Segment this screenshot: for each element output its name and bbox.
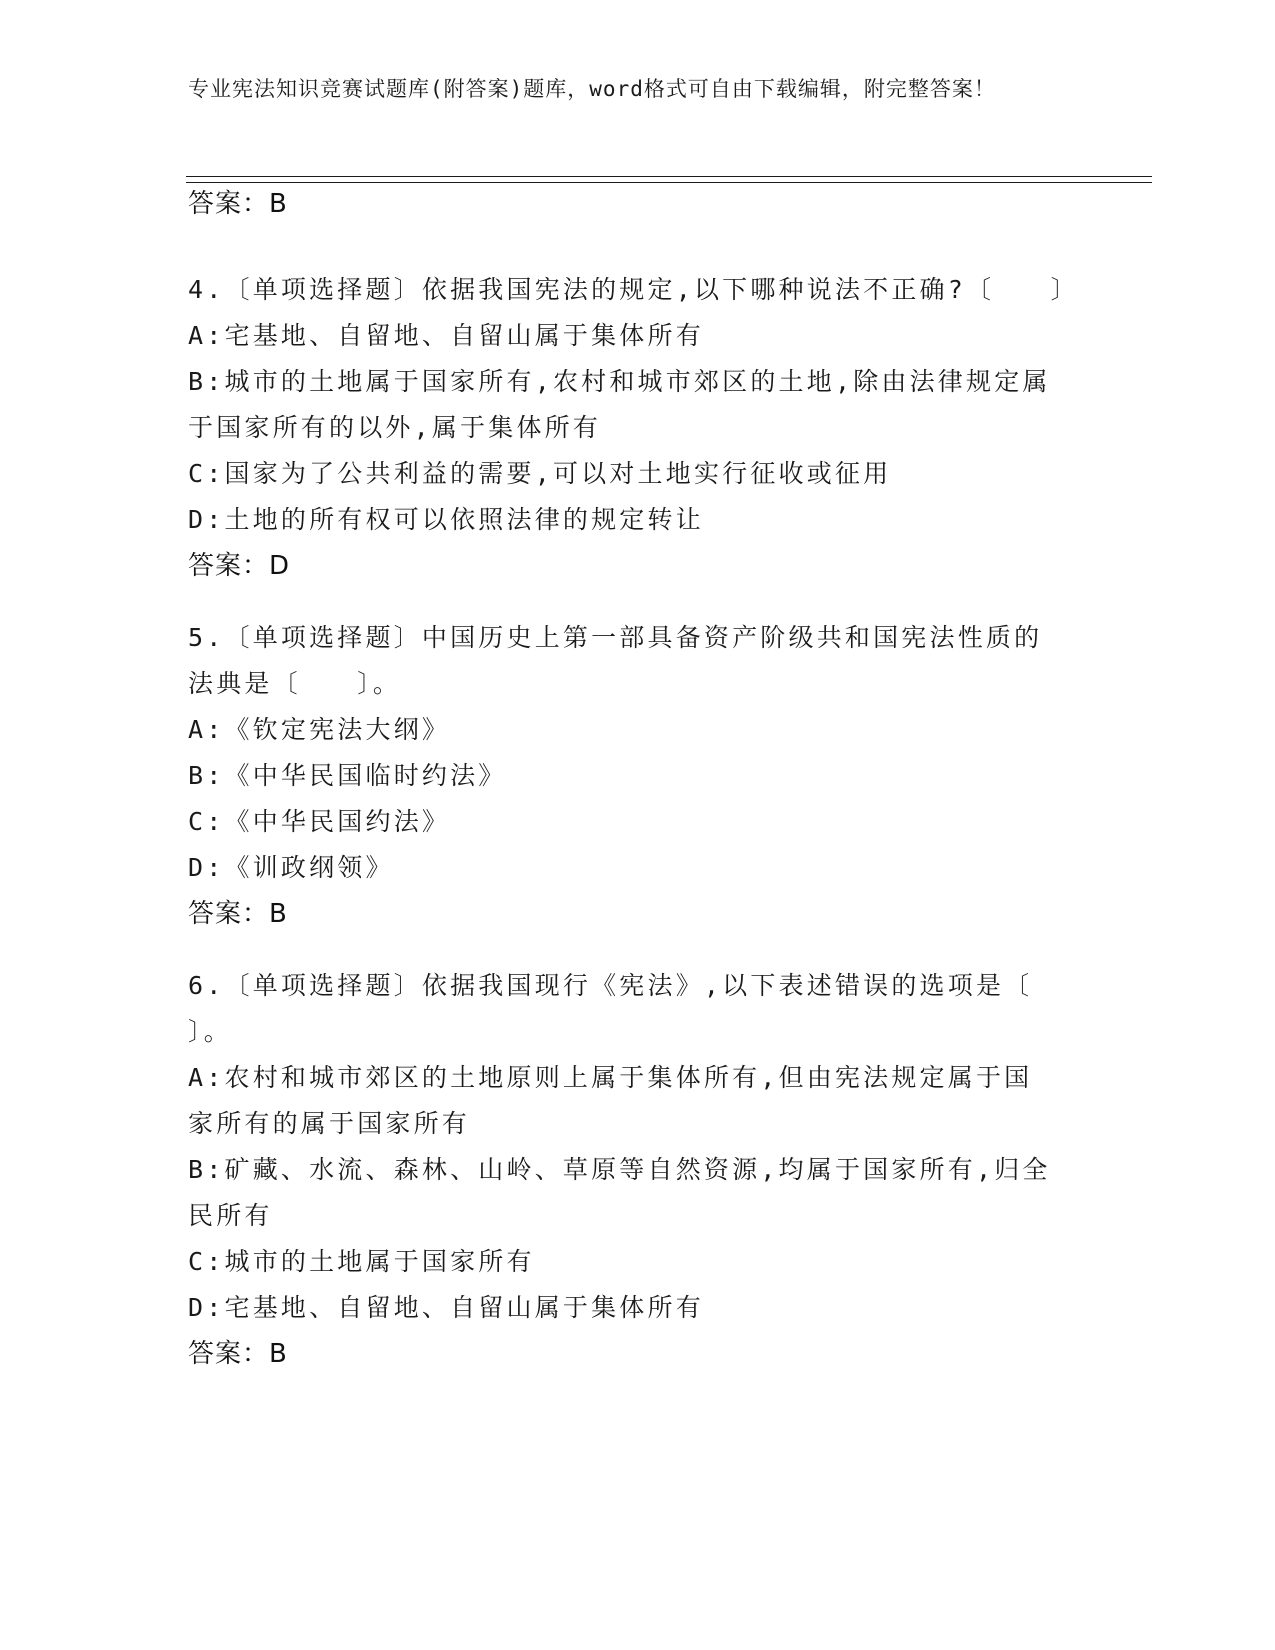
question-4 bbox=[188, 267, 1088, 589]
option-b-continued: 民所有 bbox=[188, 1201, 273, 1230]
question-stem: 4.〔单项选择题〕依据我国宪法的规定,以下哪种说法不正确?〔 〕 bbox=[188, 275, 1079, 304]
question-stem: 5.〔单项选择题〕中国历史上第一部具备资产阶级共和国宪法性质的 bbox=[188, 623, 1043, 652]
answer-line: 答案：B bbox=[188, 899, 288, 929]
question-stem-continued: 〕。 bbox=[188, 1017, 232, 1046]
option-d: D:宅基地、自留地、自留山属于集体所有 bbox=[188, 1293, 704, 1322]
option-a: A:《钦定宪法大纲》 bbox=[188, 715, 451, 744]
page-header: 专业宪法知识竞赛试题库(附答案)题库，word格式可自由下载编辑，附完整答案！ bbox=[188, 77, 996, 101]
question-5 bbox=[188, 615, 1088, 937]
option-c: C:《中华民国约法》 bbox=[188, 807, 451, 836]
option-c: C:国家为了公共利益的需要,可以对土地实行征收或征用 bbox=[188, 459, 892, 488]
question-stem-continued: 法典是〔 〕。 bbox=[188, 669, 402, 698]
option-a: A:农村和城市郊区的土地原则上属于集体所有,但由宪法规定属于国 bbox=[188, 1063, 1033, 1092]
question-stem: 6.〔单项选择题〕依据我国现行《宪法》,以下表述错误的选项是〔 bbox=[188, 971, 1033, 1000]
option-b-continued: 于国家所有的以外,属于集体所有 bbox=[188, 413, 602, 442]
answer-line: 答案：B bbox=[188, 1339, 288, 1369]
option-b: B:《中华民国临时约法》 bbox=[188, 761, 507, 790]
option-a-continued: 家所有的属于国家所有 bbox=[188, 1109, 471, 1138]
option-b: B:城市的土地属于国家所有,农村和城市郊区的土地,除由法律规定属 bbox=[188, 367, 1051, 396]
option-d: D:《训政纲领》 bbox=[188, 853, 394, 882]
option-a: A:宅基地、自留地、自留山属于集体所有 bbox=[188, 321, 704, 350]
option-c: C:城市的土地属于国家所有 bbox=[188, 1247, 535, 1276]
option-d: D:土地的所有权可以依照法律的规定转让 bbox=[188, 505, 704, 534]
answer-line: 答案：D bbox=[188, 551, 291, 581]
previous-answer-block bbox=[188, 181, 1088, 227]
question-6 bbox=[188, 963, 1088, 1377]
answer-line: 答案：B bbox=[188, 189, 288, 219]
option-b: B:矿藏、水流、森林、山岭、草原等自然资源,均属于国家所有,归全 bbox=[188, 1155, 1051, 1184]
